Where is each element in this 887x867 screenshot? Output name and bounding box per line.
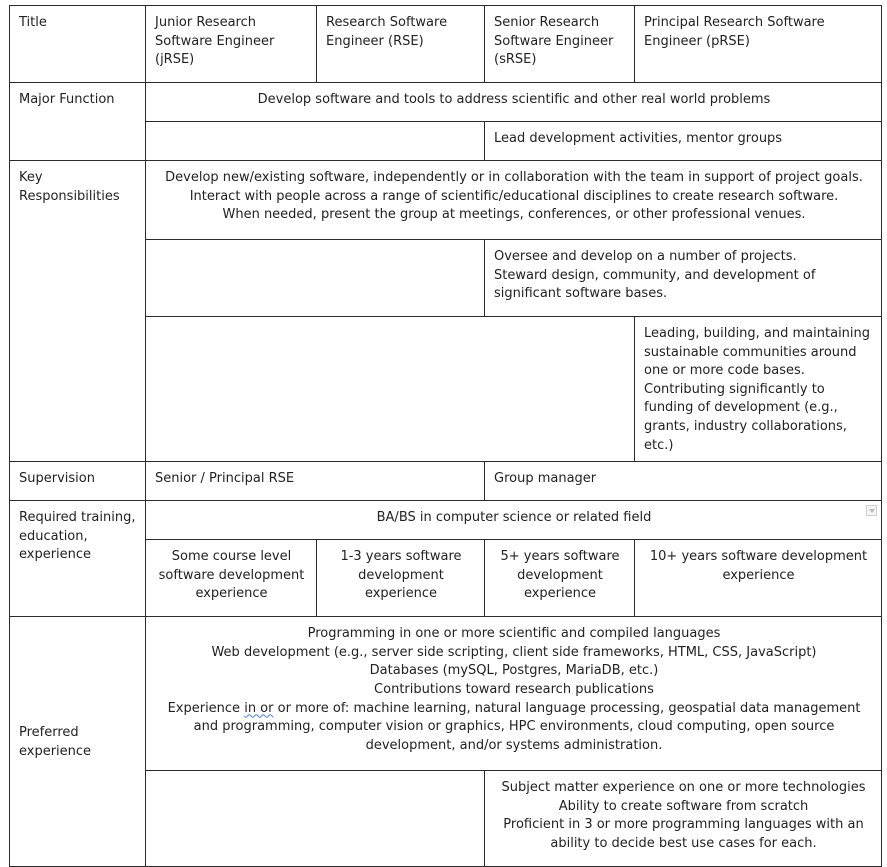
major-function-all-levels: Develop software and tools to address scientific and other real world problems xyxy=(146,83,882,122)
key-responsibilities-row xyxy=(10,161,882,240)
major-function-row xyxy=(10,83,882,122)
row-label-major-function: Major Function xyxy=(10,83,146,161)
responsibility-line: Steward design, community, and development of significant software bases. xyxy=(494,267,816,302)
responsibility-line: Leading, building, and maintaining sustainable communities around one or more code bases. xyxy=(644,326,871,379)
training-row xyxy=(10,501,882,540)
key-responsibilities-senior-plus xyxy=(485,240,882,317)
career-ladder-document xyxy=(9,5,881,867)
header-prse: Principal Research Software Engineer (pRSE) xyxy=(635,6,882,83)
empty-cell xyxy=(146,240,485,317)
row-label-supervision: Supervision xyxy=(10,462,146,501)
preferred-senior-plus xyxy=(485,771,882,867)
supervision-junior-rse: Senior / Principal RSE xyxy=(146,462,485,501)
header-rse: Research Software Engineer (RSE) xyxy=(317,6,485,83)
row-label-key-responsibilities: Key Responsibilities xyxy=(10,161,146,462)
supervision-senior-plus: Group manager xyxy=(485,462,882,501)
key-responsibilities-all-levels xyxy=(146,161,882,240)
rse-career-table xyxy=(9,5,882,867)
header-srse: Senior Research Software Engineer (sRSE) xyxy=(485,6,635,83)
responsibility-line: Contributing significantly to funding of development (e.g., grants, industry collaborations, etc.) xyxy=(644,381,847,453)
key-responsibilities-principal xyxy=(635,317,882,462)
responsibility-line: When needed, present the group at meetings, conferences, or other professional venues. xyxy=(222,207,806,223)
training-degree-text: BA/BS in computer science or related field xyxy=(376,510,652,526)
training-jrse: Some course level software development experience xyxy=(146,540,317,617)
training-srse: 5+ years software development experience xyxy=(485,540,635,617)
header-jrse: Junior Research Software Engineer (jRSE) xyxy=(146,6,317,83)
empty-cell xyxy=(146,317,635,462)
empty-cell xyxy=(146,771,485,867)
preferred-line: Ability to create software from scratch xyxy=(558,798,809,814)
supervision-row xyxy=(10,462,882,501)
preferred-text-fragment: Experience xyxy=(167,700,245,716)
preferred-line: Web development (e.g., server side scripting, client side frameworks, HTML, CSS, JavaScript) xyxy=(211,644,817,660)
row-label-title: Title xyxy=(10,6,146,83)
responsibility-line: Interact with people across a range of scientific/educational disciplines to create research software. xyxy=(189,188,839,204)
dropdown-handle-icon[interactable] xyxy=(866,505,877,516)
spellcheck-flagged-text[interactable]: in or xyxy=(244,700,274,716)
preferred-line: Databases (mySQL, Postgres, MariaDB, etc.) xyxy=(369,663,659,679)
responsibility-line: Develop new/existing software, independently or in collaboration with the team in support of project goals. xyxy=(165,170,863,185)
row-label-training: Required training, education, experience xyxy=(10,501,146,617)
preferred-line: Proficient in 3 or more programming languages with an ability to decide best use cases for each. xyxy=(503,817,864,851)
row-label-preferred: Preferred experience xyxy=(10,617,146,867)
preferred-line xyxy=(155,700,873,756)
major-function-senior-plus: Lead development activities, mentor groups xyxy=(485,122,882,161)
preferred-line: Subject matter experience on one or more technologies xyxy=(501,780,866,796)
preferred-all-levels xyxy=(146,617,882,771)
responsibility-line: Oversee and develop on a number of projects. xyxy=(494,249,797,264)
preferred-line: Programming in one or more scientific and compiled languages xyxy=(307,626,721,642)
preferred-line: Contributions toward research publications xyxy=(374,681,654,697)
training-prse: 10+ years software development experience xyxy=(635,540,882,617)
header-row xyxy=(10,6,882,83)
preferred-row xyxy=(10,617,882,771)
training-all-levels xyxy=(146,501,882,540)
preferred-text-fragment: or more of: machine learning, natural language processing, geospatial data management and programming, computer vision or graphics, HPC environments, cloud computing, open source development, and/or systems administration. xyxy=(193,700,861,753)
empty-cell xyxy=(146,122,485,161)
training-rse: 1-3 years software development experience xyxy=(317,540,485,617)
